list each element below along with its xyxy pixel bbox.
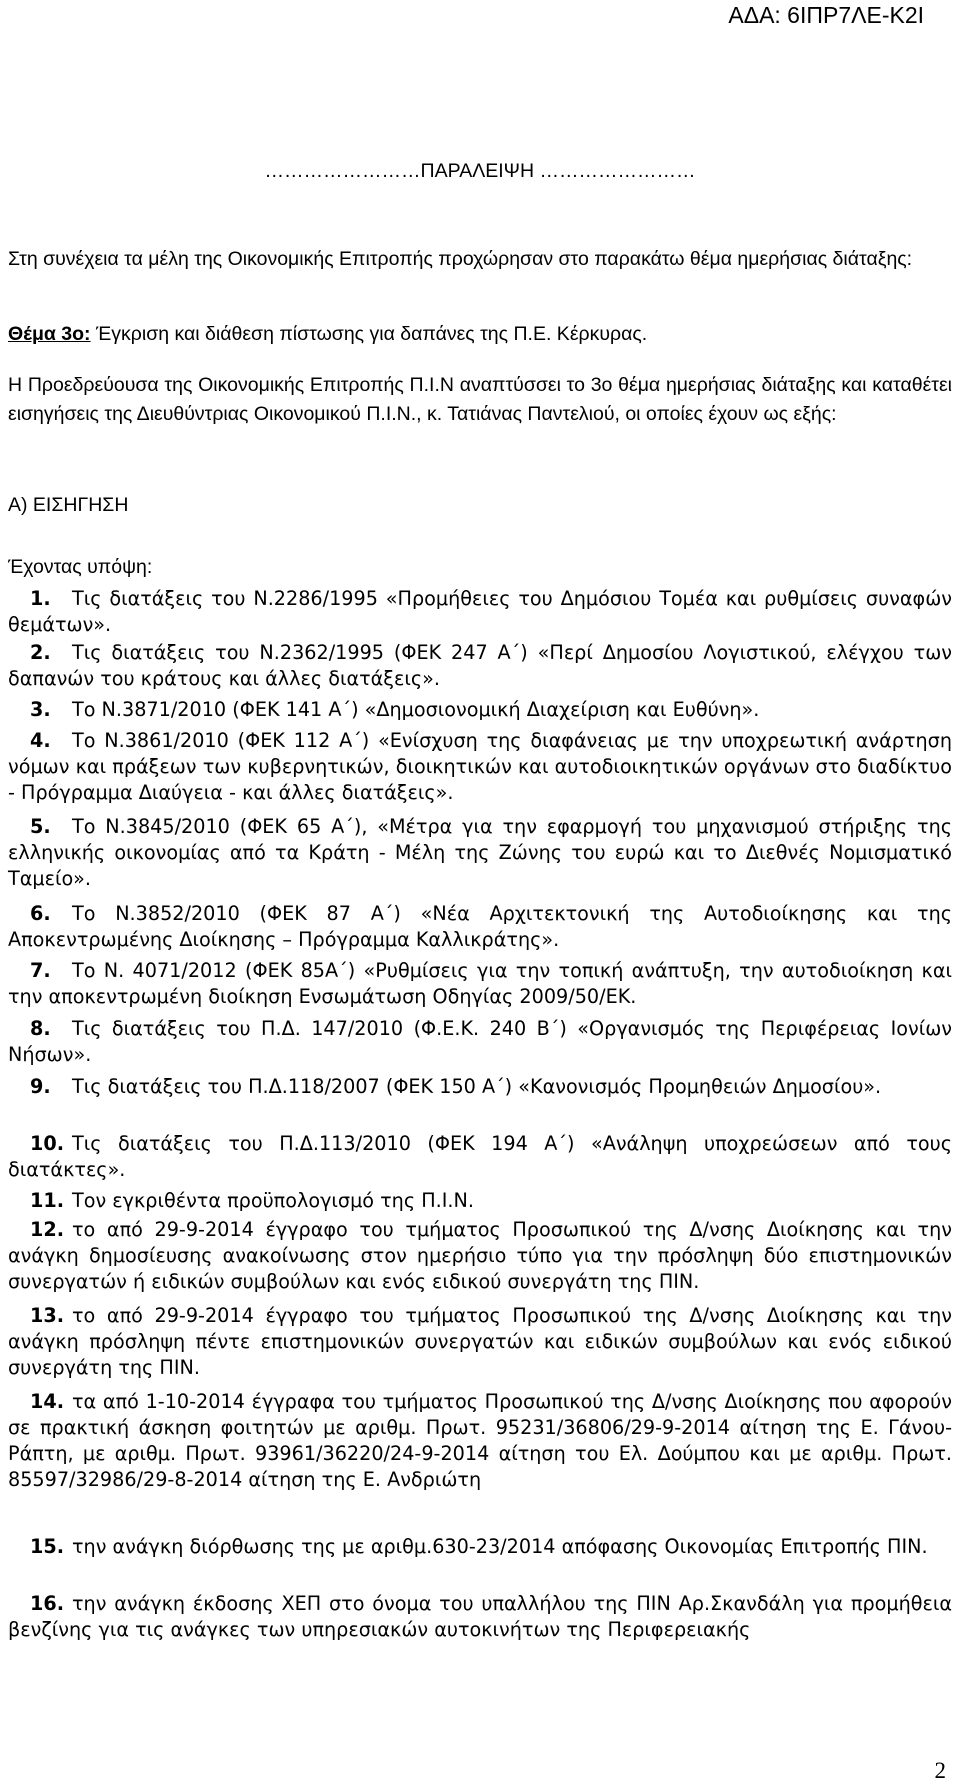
chair-paragraph: Η Προεδρεύουσα της Οικονομικής Επιτροπής Π.Ι.Ν αναπτύσσει το 3ο θέμα ημερήσιας διάταξης και καταθέτει εισηγήσεις της Διευθύντριας Οικονομικού Π.Ι.Ν., κ. Τατιάνας Παντελιού, οι οποίες έχουν ως εξής:	[8, 374, 952, 425]
item-number: 4.	[30, 729, 51, 752]
list-item-7	[8, 958, 952, 1010]
list-item-6	[8, 901, 952, 953]
topic-text: Έγκριση και διάθεση πίστωσης για δαπάνες της Π.Ε. Κέρκυρας.	[90, 323, 648, 345]
item-number: 2.	[30, 641, 51, 664]
item-text: το από 29-9-2014 έγγραφο του τμήματος Προσωπικού της Δ/νσης Διοίκησης και την ανάγκη δημοσίευσης ανακοίνωσης στον ημερήσιο τύπο για την πρόσληψη δύο επιστημονικών συνεργατών ή ειδικών συμβούλων και ενός ειδικού συνεργάτη της ΠΙΝ.	[8, 1218, 952, 1293]
item-text: Το Ν.3845/2010 (ΦΕΚ 65 Α΄), «Μέτρα για την εφαρμογή του μηχανισμού στήριξης της ελληνικής οικονομίας από τα Κράτη - Μέλη της Ζώνης του ευρώ και το Διεθνές Νομισματικό Ταμείο».	[8, 815, 952, 890]
item-text: Τις διατάξεις του Π.Δ. 147/2010 (Φ.Ε.Κ. 240 Β΄) «Οργανισμός της Περιφέρειας Ιονίων Νήσων».	[8, 1017, 952, 1066]
item-number: 1.	[30, 587, 51, 610]
list-item-11	[8, 1188, 952, 1214]
list-item-1	[8, 586, 952, 638]
item-number: 12.	[30, 1218, 64, 1241]
list-item-2	[8, 640, 952, 692]
item-text: Τις διατάξεις του Π.Δ.113/2010 (ΦΕΚ 194 Α΄) «Ανάληψη υποχρεώσεων από τους διατάκτες».	[8, 1132, 952, 1181]
intro-paragraph: Στη συνέχεια τα μέλη της Οικονομικής Επιτροπής προχώρησαν στο παρακάτω θέμα ημερήσιας διάταξης:	[8, 248, 913, 270]
item-text: Τις διατάξεις του Ν.2286/1995 «Προμήθειες του Δημόσιου Τομέα και ρυθμίσεις συναφών θεμάτων».	[8, 587, 952, 636]
item-number: 5.	[30, 815, 51, 838]
item-number: 6.	[30, 902, 51, 925]
considering-label: Έχοντας υπόψη:	[8, 556, 153, 578]
item-number: 16.	[30, 1592, 64, 1615]
topic-line	[8, 320, 952, 348]
item-number: 9.	[30, 1075, 51, 1098]
list-item-13	[8, 1303, 952, 1381]
item-text: το από 29-9-2014 έγγραφο του τμήματος Προσωπικού της Δ/νσης Διοίκησης και την ανάγκη πρόσληψη πέντε επιστημονικών συνεργατών και ειδικών συμβούλων και ενός ειδικού συνεργάτη της ΠΙΝ.	[8, 1304, 952, 1379]
list-item-16	[8, 1591, 952, 1643]
list-item-5	[8, 814, 952, 892]
item-text: την ανάγκη διόρθωσης της με αριθμ.630-23/2014 απόφασης Οικονομίας Επιτροπής ΠΙΝ.	[72, 1535, 928, 1558]
ada-header: ΑΔΑ: 6ΙΠΡ7ΛΕ-Κ2Ι	[728, 2, 924, 28]
item-text: Το Ν. 4071/2012 (ΦΕΚ 85Α΄) «Ρυθμίσεις για την τοπική ανάπτυξη, την αυτοδιοίκηση και την αποκεντρωμένη διοίκηση Ενσωμάτωση Οδηγίας 2009/50/ΕΚ.	[8, 959, 952, 1008]
item-text: Το Ν.3871/2010 (ΦΕΚ 141 Α΄) «Δημοσιονομική Διαχείριση και Ευθύνη».	[72, 698, 760, 721]
item-number: 13.	[30, 1304, 64, 1327]
item-text: τα από 1-10-2014 έγγραφα του τμήματος Προσωπικού της Δ/νσης Διοίκησης που αφορούν σε πρακτική άσκηση φοιτητών με αριθμ. Πρωτ. 95231/36806/29-9-2014 αίτηση της Ε. Γάνου-Ράπτη, με αριθμ. Πρωτ. 93961/36220/24-9-2014 αίτηση του Ελ. Δούμπου και με αριθμ. Πρωτ. 85597/32986/29-8-2014 αίτηση της Ε. Ανδριώτη	[8, 1390, 952, 1491]
list-item-4	[8, 728, 952, 806]
item-text: Τον εγκριθέντα προϋπολογισμό της Π.Ι.Ν.	[72, 1189, 474, 1212]
topic-label: Θέμα 3ο:	[8, 323, 91, 345]
list-item-15	[8, 1534, 952, 1560]
item-text: Το Ν.3861/2010 (ΦΕΚ 112 Α΄) «Ενίσχυση της διαφάνειας με την υποχρεωτική ανάρτηση νόμων και πράξεων των κυβερνητικών, διοικητικών και αυτοδιοικητικών οργάνων στο διαδίκτυο - Πρόγραμμα Διαύγεια - και άλλες διατάξεις».	[8, 729, 952, 804]
item-text: Τις διατάξεις του Π.Δ.118/2007 (ΦΕΚ 150 Α΄) «Κανονισμός Προμηθειών Δημοσίου».	[72, 1075, 882, 1098]
item-number: 14.	[30, 1390, 64, 1413]
item-number: 7.	[30, 959, 51, 982]
item-number: 15.	[30, 1535, 64, 1558]
list-item-9	[8, 1074, 952, 1100]
list-item-12	[8, 1217, 952, 1295]
list-item-3	[8, 697, 952, 723]
item-number: 8.	[30, 1017, 51, 1040]
list-item-8	[8, 1016, 952, 1068]
list-item-10	[8, 1131, 952, 1183]
item-number: 10.	[30, 1132, 64, 1155]
page-number: 2	[934, 1758, 946, 1783]
list-item-14	[8, 1389, 952, 1493]
section-title: Α) ΕΙΣΗΓΗΣΗ	[8, 494, 129, 516]
item-number: 3.	[30, 698, 51, 721]
omission-line: ……………………ΠΑΡΑΛΕΙΨΗ ……………………	[264, 160, 696, 182]
item-text: Το Ν.3852/2010 (ΦΕΚ 87 Α΄) «Νέα Αρχιτεκτονική της Αυτοδιοίκησης και της Αποκεντρωμένης Διοίκησης – Πρόγραμμα Καλλικράτης».	[8, 902, 952, 951]
item-number: 11.	[30, 1189, 64, 1212]
item-text: την ανάγκη έκδοσης ΧΕΠ στο όνομα του υπαλλήλου της ΠΙΝ Αρ.Σκανδάλη για προμήθεια βενζίνης για τις ανάγκες των υπηρεσιακών αυτοκινήτων της Περιφερειακής	[8, 1592, 952, 1641]
item-text: Τις διατάξεις του Ν.2362/1995 (ΦΕΚ 247 Α΄) «Περί Δημοσίου Λογιστικού, ελέγχου των δαπανών του κράτους και άλλες διατάξεις».	[8, 641, 952, 690]
